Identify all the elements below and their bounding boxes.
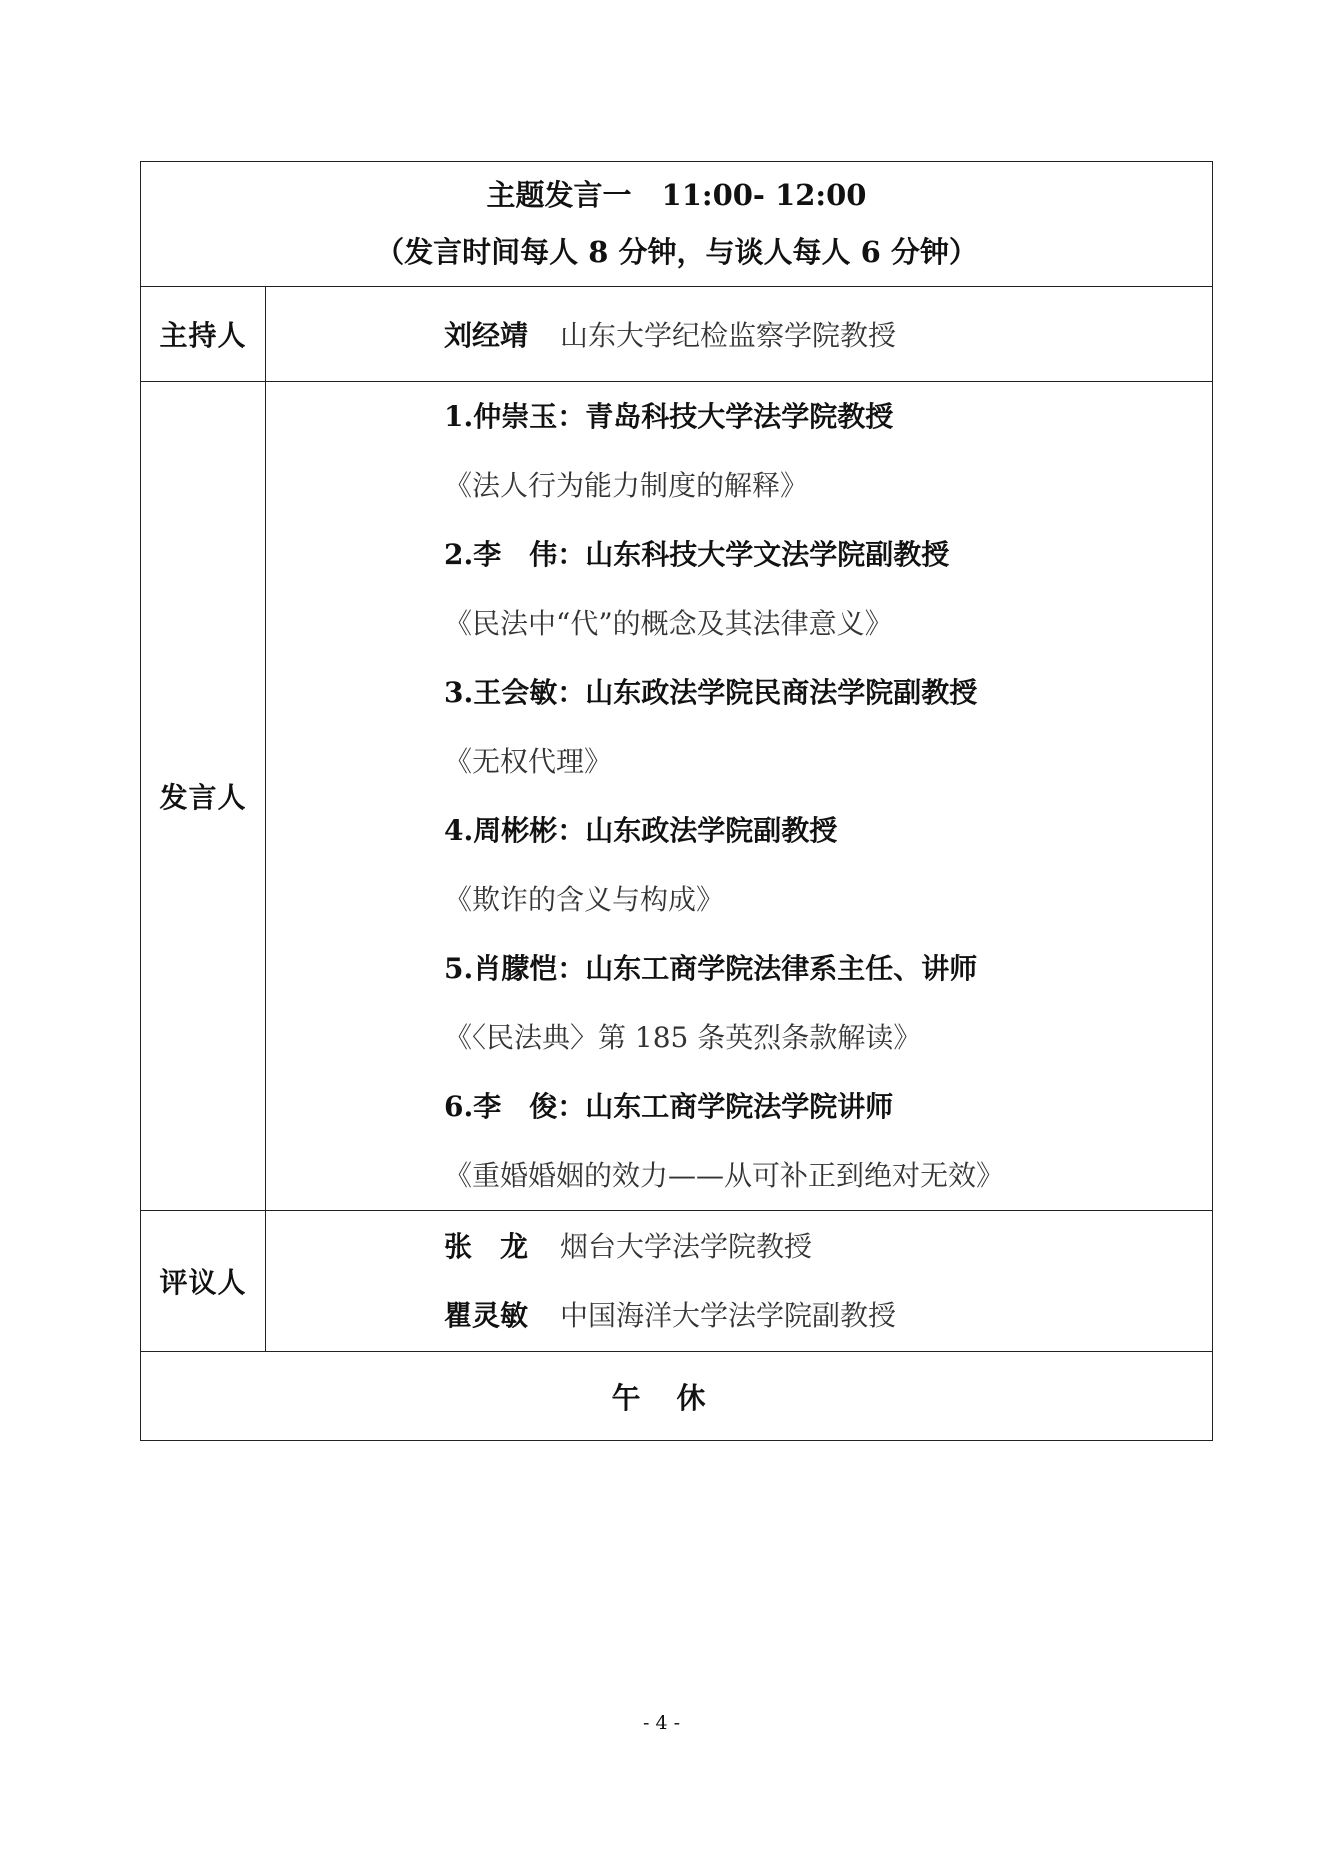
host-label: 主持人	[141, 287, 266, 382]
speaker-name: 5.肖朦恺：山东工商学院法律系主任、讲师	[444, 952, 978, 985]
speakers-label: 发言人	[141, 382, 266, 1211]
speaker-name: 3.王会敏：山东政法学院民商法学院副教授	[444, 676, 978, 709]
reviewer-affiliation: 烟台大学法学院教授	[560, 1230, 813, 1263]
speaker-name: 4.周彬彬：山东政法学院副教授	[444, 814, 838, 847]
reviewers-cell	[266, 1211, 1213, 1352]
speaker-name: 1.仲崇玉：青岛科技大学法学院教授	[444, 400, 894, 433]
break-row	[141, 1352, 1213, 1441]
session-header-row	[141, 162, 1213, 287]
reviewer-affiliation: 中国海洋大学法学院副教授	[560, 1299, 897, 1332]
speech-title: 《无权代理》	[444, 745, 613, 778]
speech-title: 《欺诈的含义与构成》	[444, 883, 725, 916]
reviewer-item	[444, 1281, 1212, 1350]
session-time: 11:00- 12:00	[661, 178, 867, 212]
page-number: - 4 -	[642, 1712, 680, 1734]
schedule-table	[140, 161, 1213, 1441]
speech-title: 《法人行为能力制度的解释》	[444, 469, 809, 502]
host-name: 刘经靖	[444, 319, 529, 352]
speech-title: 《〈民法典〉第 185 条英烈条款解读》	[444, 1021, 922, 1054]
session-note: （发言时间每人 8 分钟，与谈人每人 6 分钟）	[375, 235, 978, 269]
speaker-list	[266, 382, 1212, 1210]
reviewers-row	[141, 1211, 1213, 1352]
lunch-break: 午休	[141, 1352, 1213, 1441]
speaker-item	[444, 796, 1212, 934]
speaker-item	[444, 658, 1212, 796]
reviewers-label: 评议人	[141, 1211, 266, 1352]
session-title-line	[141, 178, 1212, 212]
speaker-item	[444, 382, 1212, 520]
speaker-item	[444, 1072, 1212, 1210]
session-title: 主题发言一	[486, 178, 632, 212]
host-cell	[266, 287, 1213, 382]
speaker-item	[444, 520, 1212, 658]
reviewer-name: 瞿灵敏	[444, 1299, 529, 1332]
speakers-row	[141, 382, 1213, 1211]
reviewer-item	[444, 1212, 1212, 1281]
host-row	[141, 287, 1213, 382]
host-affiliation: 山东大学纪检监察学院教授	[560, 319, 897, 352]
speakers-cell	[266, 382, 1213, 1211]
speaker-name: 2.李 伟：山东科技大学文法学院副教授	[444, 538, 950, 571]
speech-title: 《民法中“代”的概念及其法律意义》	[444, 607, 893, 640]
speaker-name: 6.李 俊：山东工商学院法学院讲师	[444, 1090, 894, 1123]
speaker-item	[444, 934, 1212, 1072]
speech-title: 《重婚婚姻的效力——从可补正到绝对无效》	[444, 1159, 1005, 1192]
reviewer-name: 张 龙	[444, 1230, 529, 1263]
session-header	[141, 162, 1213, 287]
